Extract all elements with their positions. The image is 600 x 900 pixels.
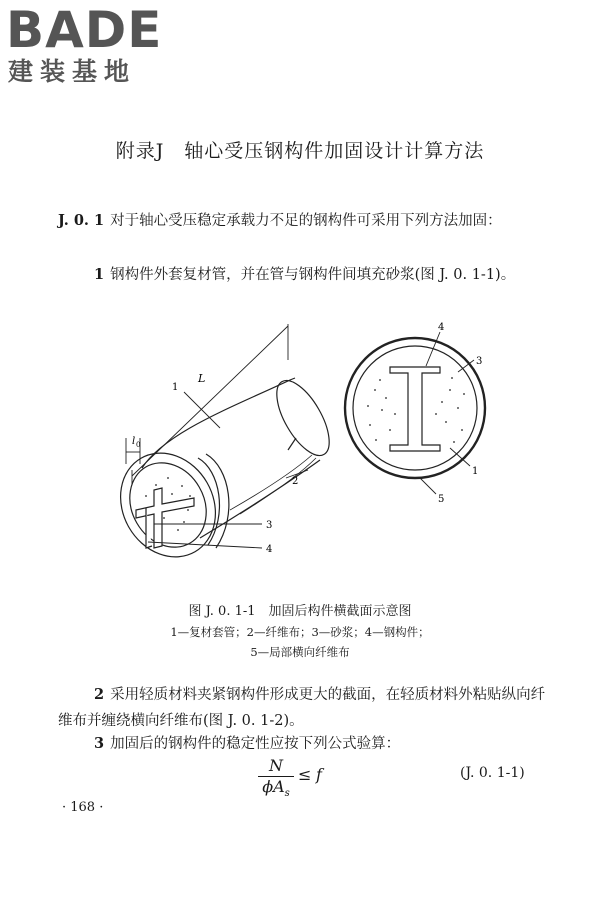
clause-text: 对于轴心受压稳定承载力不足的钢构件可采用下列方法加固： bbox=[110, 213, 502, 229]
clause-number: J. 0. 1 bbox=[58, 212, 105, 229]
formula-denominator-base: ϕA bbox=[262, 777, 285, 796]
item-2 bbox=[58, 682, 558, 734]
item-text: 钢构件外套复材管，并在管与钢构件间填充砂浆(图 J. 0. 1-1)。 bbox=[110, 267, 516, 283]
figure-caption: 图 J. 0. 1-1 加固后构件横截面示意图 bbox=[188, 604, 412, 619]
label-L: L bbox=[198, 372, 206, 385]
logo bbox=[6, 1, 176, 86]
item-text: 采用轻质材料夹紧钢构件形成更大的截面，在轻质材料外粘贴纵向纤维布并缠绕横向纤维布(图 J. 0. 1-2)。 bbox=[58, 687, 546, 729]
formula-fraction bbox=[258, 757, 294, 803]
clause-j01 bbox=[58, 208, 558, 234]
callout-right-5: 5 bbox=[438, 494, 445, 505]
figure-reinforced-member bbox=[90, 310, 510, 575]
callout-left-4: 4 bbox=[266, 544, 273, 555]
item-text: 加固后的钢构件的稳定性应按下列公式验算： bbox=[110, 736, 401, 752]
label-l0-sub: 0 bbox=[136, 441, 141, 449]
logo-subtitle: 建装基地 bbox=[8, 57, 137, 86]
equation-number: (J. 0. 1-1) bbox=[460, 765, 525, 781]
item-number: 1 bbox=[94, 266, 105, 283]
figure-legend-line-2: 5—局部横向纤维布 bbox=[250, 645, 350, 659]
dimension-lines bbox=[126, 324, 288, 484]
page-title: 附录J 轴心受压钢构件加固设计计算方法 bbox=[115, 140, 485, 162]
stability-formula bbox=[258, 756, 378, 800]
callout-right-4: 4 bbox=[438, 322, 445, 333]
tube-perspective-drawing bbox=[102, 373, 340, 575]
logo-wordmark: BADE bbox=[6, 1, 163, 59]
formula-rhs: f bbox=[316, 765, 322, 784]
figure-legend-line-1: 1—复材套管；2—纤维布；3—砂浆；4—钢构件； bbox=[170, 625, 430, 639]
cross-section-drawing bbox=[345, 338, 485, 478]
callout-right-1: 1 bbox=[472, 466, 479, 477]
label-l0: l bbox=[132, 436, 136, 447]
formula-denominator bbox=[258, 778, 294, 803]
formula-numerator: N bbox=[269, 756, 283, 775]
callout-left-2: 2 bbox=[292, 476, 299, 487]
callout-left-3: 3 bbox=[266, 520, 273, 531]
item-number: 2 bbox=[94, 686, 105, 703]
callout-left-1: 1 bbox=[172, 382, 179, 393]
leader-lines bbox=[148, 392, 308, 548]
callout-right-3: 3 bbox=[476, 356, 483, 367]
item-1 bbox=[58, 262, 558, 288]
formula-relation: ≤ bbox=[298, 765, 312, 784]
item-3 bbox=[58, 731, 558, 757]
formula-denominator-sub: s bbox=[284, 788, 290, 800]
page-number: · 168 · bbox=[62, 800, 104, 815]
item-number: 3 bbox=[94, 735, 105, 752]
